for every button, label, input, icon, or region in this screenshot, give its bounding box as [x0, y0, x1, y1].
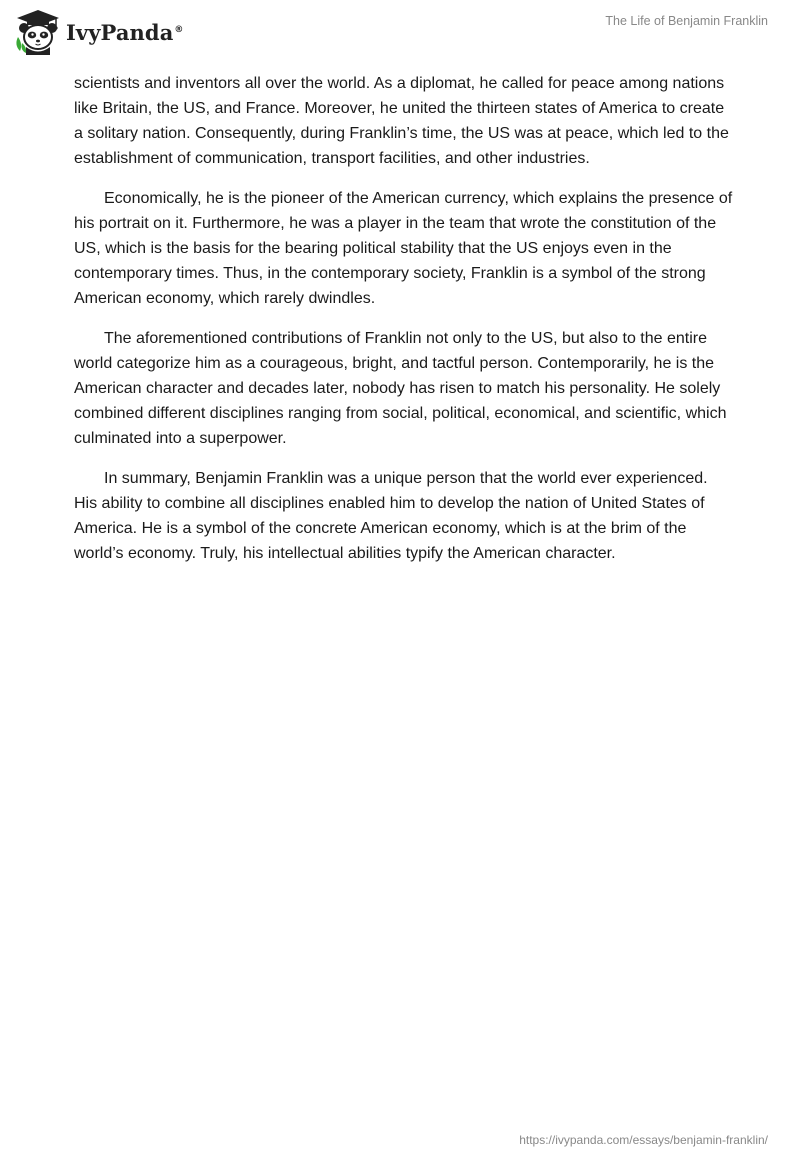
registered-mark: ® — [174, 24, 184, 35]
ivypanda-logo[interactable] — [14, 9, 184, 55]
page-header — [0, 0, 800, 70]
essay-body — [74, 71, 734, 581]
essay-paragraph: The aforementioned contributions of Franklin not only to the US, but also to the entire world categorize him as a courageous, bright, and tactful person. Contemporarily, he is the American character and decades later, nobody has risen to match his personality. He solely combined different disciplines ranging from social, political, economical, and scientific, which culminated into a superpower. — [74, 330, 727, 447]
essay-paragraph: scientists and inventors all over the world. As a diplomat, he called for peace among nations like Britain, the US, and France. Moreover, he united the thirteen states of America to create a solitary nation. Consequently, during Franklin’s time, the US was at peace, which led to the establishment of communication, transport facilities, and other industries. — [74, 75, 729, 167]
source-url[interactable]: https://ivypanda.com/essays/benjamin-franklin/ — [519, 1133, 768, 1147]
panda-graduate-icon — [14, 9, 62, 55]
document-title: The Life of Benjamin Franklin — [605, 14, 768, 28]
essay-paragraph: Economically, he is the pioneer of the American currency, which explains the presence of his portrait on it. Furthermore, he was a player in the team that wrote the constitution of the US, which is the basis for the bearing political stability that the US enjoys even in the contemporary times. Thus, in the contemporary society, Franklin is a symbol of the strong American economy, which rarely dwindles. — [74, 190, 733, 307]
brand-name: IvyPanda® — [66, 19, 184, 45]
essay-paragraph: In summary, Benjamin Franklin was a unique person that the world ever experienced. His ability to combine all disciplines enabled him to develop the nation of United States of America. He is a symbol of the concrete American economy, which is at the brim of the world’s economy. Truly, his intellectual abilities typify the American character. — [74, 470, 708, 562]
